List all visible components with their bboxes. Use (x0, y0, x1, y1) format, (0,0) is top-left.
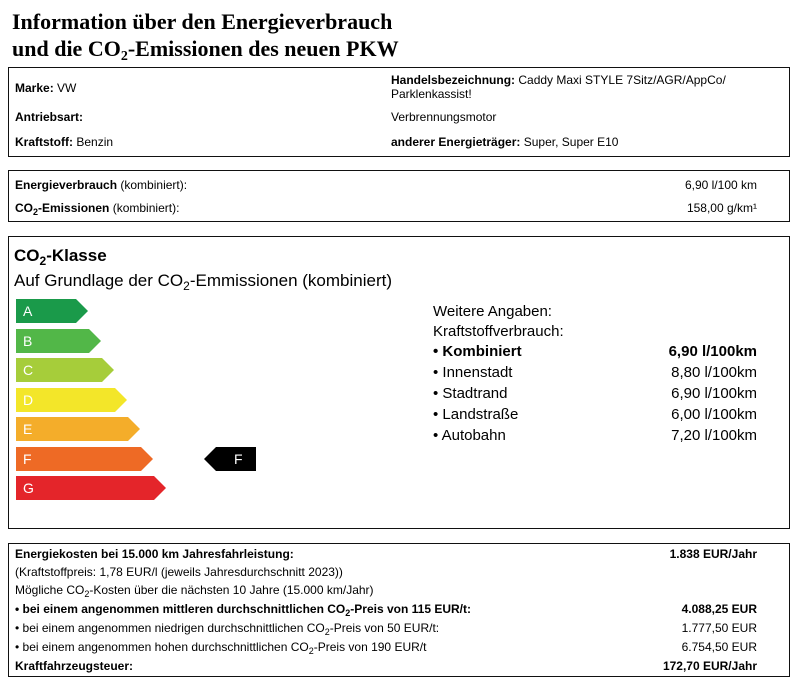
consumption-row-value: 7,20 l/100km (671, 427, 757, 444)
co2-class-box (8, 236, 790, 529)
costs-box (8, 543, 790, 677)
energy-value: 6,90 l/100 km (684, 178, 757, 192)
co2-class-letter: G (23, 480, 34, 496)
vehicle-info-box (8, 67, 790, 157)
energy-costs-label: Energiekosten bei 15.000 km Jahresfahrleistung: (15, 547, 294, 561)
energy-suffix: (kombiniert): (120, 178, 188, 192)
low-price-label: • bei einem angenommen niedrigen durchschnittlichen $CO_2$-Preis von 50 EUR/t: (15, 621, 440, 637)
consumption-row-label: • Innenstadt (433, 364, 513, 381)
fuel-value: Benzin (76, 135, 114, 149)
further-info-heading: Weitere Angaben: (433, 303, 552, 320)
co2-class-letter: B (23, 332, 33, 349)
co2-class-letter: C (23, 362, 34, 378)
mid-price-label: • bei einem angenommen mittleren durchschnittlichen $CO_2$-Preis von 115 EUR/t: (15, 602, 471, 618)
high-price-value: 6.754,50 EUR (681, 640, 757, 654)
consumption-box (8, 170, 790, 222)
co2-class-arrow-f (16, 447, 153, 471)
title-line-2: und die $CO_2$-Emissionen des neuen PKW (12, 36, 399, 64)
brand-value: VW (57, 81, 77, 95)
co2-class-letter: E (23, 421, 33, 437)
fuel-label: Kraftstoff: (15, 135, 73, 149)
other-energy-label: anderer Energieträger: (391, 135, 521, 149)
co2-label: $CO_2$-Emissionen (15, 201, 110, 217)
other-energy-row (391, 135, 618, 149)
trade-name-value-2: Parklenkassist! (391, 87, 472, 101)
trade-name-value-1: Caddy Maxi STYLE 7Sitz/AGR/AppCo/ (518, 73, 726, 87)
co2-class-letter: A (23, 303, 33, 319)
co2-class-arrow-e (16, 417, 140, 441)
co2-class-subtitle: Auf Grundlage der $CO_2$-Emmissionen (kombiniert) (14, 271, 393, 293)
title-line-1: Information über den Energieverbrauch (12, 9, 393, 34)
high-price-label: • bei einem angenommen hohen durchschnittlichen $CO_2$-Preis von 190 EUR/t (15, 640, 427, 656)
fuel-price-note: (Kraftstoffpreis: 1,78 EUR/l (jeweils Jahresdurchschnitt 2023)) (15, 565, 343, 579)
energy-costs-value: 1.838 EUR/Jahr (669, 547, 757, 561)
current-class-indicator (204, 447, 256, 471)
page-title (12, 8, 399, 62)
tax-value: 172,70 EUR/Jahr (662, 659, 757, 673)
co2-row (15, 201, 179, 215)
consumption-row-value: 6,90 l/100km (668, 343, 757, 360)
mid-price-value: 4.088,25 EUR (681, 602, 757, 616)
possible-co2-costs: Mögliche $CO_2$-Kosten über die nächsten 10 Jahre (15.000 km/Jahr) (15, 583, 374, 599)
co2-class-arrow-d (16, 388, 127, 412)
consumption-row-value: 6,00 l/100km (671, 406, 757, 423)
brand-label: Marke: (15, 81, 54, 95)
low-price-value: 1.777,50 EUR (681, 621, 757, 635)
energy-label: Energieverbrauch (15, 178, 118, 192)
energy-row (15, 178, 187, 192)
consumption-row-value: 8,80 l/100km (671, 364, 757, 381)
co2-class-arrow-b (16, 329, 101, 353)
tax-label: Kraftfahrzeugsteuer: (15, 659, 134, 673)
co2-class-arrow-c (16, 358, 114, 382)
drive-label: Antriebsart: (15, 110, 84, 124)
consumption-row-label: • Landstraße (433, 406, 519, 423)
co2-suffix: (kombiniert): (112, 201, 180, 215)
consumption-row-value: 6,90 l/100km (671, 385, 757, 402)
co2-class-letter: D (23, 391, 34, 408)
co2-class-letter: F (23, 450, 32, 467)
consumption-row-label: • Kombiniert (433, 343, 522, 360)
co2-class-arrow-g (16, 476, 166, 500)
drive-value: Verbrennungsmotor (391, 110, 497, 124)
trade-name-label: Handelsbezeichnung: (391, 73, 516, 87)
current-class-letter: F (234, 450, 243, 467)
brand-row (15, 81, 76, 95)
consumption-subheading: Kraftstoffverbrauch: (433, 323, 564, 340)
co2-value: 158,00 g/km¹ (686, 201, 757, 215)
consumption-row-label: • Autobahn (433, 427, 506, 444)
co2-class-arrow-a (16, 299, 88, 323)
other-energy-value: Super, Super E10 (523, 135, 619, 149)
fuel-row (15, 135, 113, 149)
consumption-row-label: • Stadtrand (433, 385, 508, 402)
co2-class-title: $CO_2$-Klasse (14, 246, 107, 268)
trade-name-row (391, 73, 726, 101)
